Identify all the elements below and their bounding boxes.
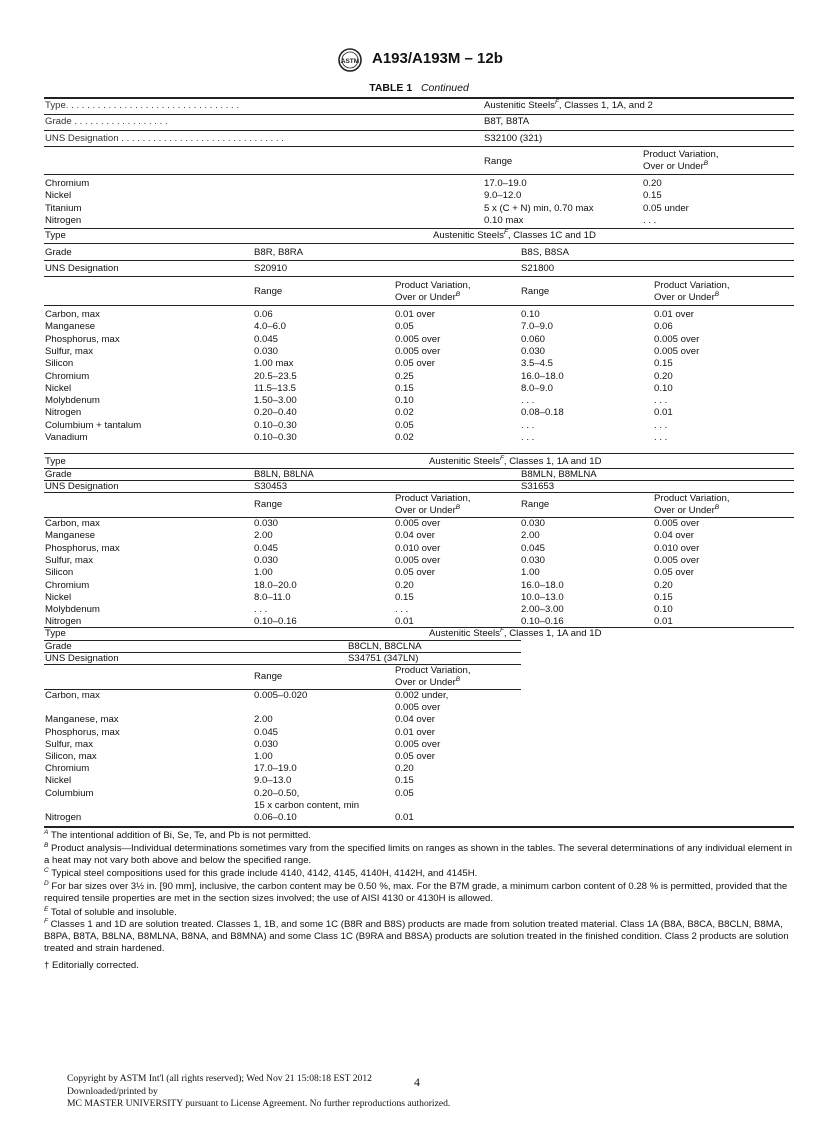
range-value: 0.10 max <box>484 214 524 226</box>
variation-value: 0.01 <box>395 616 414 628</box>
range-value: 0.030 <box>254 554 279 566</box>
range-value: 0.20–0.50, <box>254 787 300 799</box>
rule <box>44 228 794 229</box>
variation-value: 0.06 <box>654 321 673 333</box>
element-name: Phosphorus, max <box>45 726 120 738</box>
range-value: 0.10–0.30 <box>254 432 297 443</box>
table-continued: Continued <box>420 82 469 94</box>
footnote <box>44 960 794 972</box>
element-name: Carbon, max <box>45 518 100 529</box>
range-value: 1.00 <box>254 751 273 762</box>
variation-value: 0.20 <box>395 579 414 591</box>
variation-value: 0.25 <box>395 370 414 382</box>
rule <box>44 453 794 454</box>
variation-value: 0.02 <box>395 432 414 443</box>
uns-label: UNS Designation <box>45 481 119 492</box>
uns-a: S30453 <box>254 481 288 492</box>
variation-value: 0.005 over <box>395 554 441 566</box>
uns-value: S32100 (321) <box>484 133 543 144</box>
element-name: Manganese <box>45 321 96 333</box>
variation-value: 0.10 <box>654 382 673 394</box>
range-value: . . . <box>521 395 535 407</box>
element-name: Manganese, max <box>45 714 119 726</box>
range-value: 0.030 <box>521 345 546 357</box>
variation-value: . . . <box>654 419 668 431</box>
range-value: . . . <box>254 604 268 616</box>
pv-header: Product Variation, Over or Under$^B$ <box>395 665 471 688</box>
variation-value: 0.01 over <box>395 309 436 320</box>
element-name: Manganese <box>45 530 96 542</box>
variation-value: 0.005 over <box>395 702 441 714</box>
grade-value: B8CLN, B8CLNA <box>348 641 422 652</box>
element-name: Carbon, max <box>45 309 100 320</box>
variation-value: 0.005 over <box>654 333 700 345</box>
range-value: 9.0–12.0 <box>484 190 522 202</box>
grade-label: Grade <box>45 247 72 258</box>
element-name: Phosphorus, max <box>45 542 120 554</box>
range-value: 1.00 <box>521 567 540 579</box>
range-value: 0.060 <box>521 333 546 345</box>
range-value: 0.030 <box>521 554 546 566</box>
footnote <box>44 868 794 880</box>
element-name: Nickel <box>45 190 72 202</box>
variation-value: 0.15 <box>395 775 414 787</box>
range-value: 0.045 <box>521 542 546 554</box>
element-name: Nickel <box>45 775 72 787</box>
pv-header: Product Variation, Over or Under$^B$ <box>395 280 471 303</box>
element-name: Sulfur, max <box>45 738 93 750</box>
table-label: TABLE 1 <box>369 82 413 94</box>
element-name: Nitrogen <box>45 616 82 628</box>
range-value: 0.20–0.40 <box>254 407 297 419</box>
footnote <box>44 907 794 919</box>
range-value: 0.06 <box>254 309 273 320</box>
footnote-mark: C <box>44 867 49 874</box>
rule <box>44 480 794 481</box>
variation-value: . . . <box>654 432 668 443</box>
variation-value: 0.005 over <box>395 345 441 357</box>
range-value: 2.00–3.00 <box>521 604 564 616</box>
grade-a: B8LN, B8LNA <box>254 469 314 480</box>
variation-value: 0.002 under, <box>395 690 449 701</box>
rule <box>44 174 794 175</box>
element-name: Chromium <box>45 763 90 775</box>
footnote-text: The intentional addition of Bi, Se, Te, and Pb is not permitted. <box>48 830 311 841</box>
footnote-mark: † <box>44 960 50 971</box>
element-name: Nitrogen <box>45 407 82 419</box>
rule <box>44 627 794 628</box>
range-header: Range <box>484 156 513 167</box>
variation-value: 0.010 over <box>395 542 441 554</box>
range-value: 0.10–0.16 <box>254 616 297 628</box>
range-value: 0.045 <box>254 726 279 738</box>
variation-value: 0.005 over <box>654 345 700 357</box>
range-value: 16.0–18.0 <box>521 370 564 382</box>
variation-value: 0.20 <box>395 763 414 775</box>
element-name: Titanium <box>45 202 82 214</box>
range-header: Range <box>521 286 550 297</box>
grade-a: B8R, B8RA <box>254 247 304 258</box>
element-name: Molybdenum <box>45 604 100 616</box>
variation-value: 0.05 <box>395 419 414 431</box>
range-value: 2.00 <box>254 530 273 542</box>
element-name: Vanadium <box>45 432 88 443</box>
range-value: 8.0–9.0 <box>521 382 554 394</box>
variation-value: 0.02 <box>395 407 414 419</box>
variation-value: 0.010 over <box>654 542 700 554</box>
variation-value: 0.05 over <box>395 751 436 762</box>
range-value: 0.005–0.020 <box>254 690 308 701</box>
variation-value: 0.10 <box>654 604 673 616</box>
range-value: 17.0–19.0 <box>254 763 297 775</box>
variation-value: 0.005 over <box>395 518 441 529</box>
variation-value: 0.05 over <box>395 358 436 370</box>
variation-value: . . . <box>654 395 668 407</box>
footnote-text: Product analysis—Individual determinations sometimes vary from the specified limits on ranges as shown in the tables. The several determinations of any individual element in a heat may not vary both above and below the specified range. <box>44 843 793 867</box>
footnote-mark: D <box>44 880 49 887</box>
range-value: 0.10 <box>521 309 540 320</box>
range-value: 0.08–0.18 <box>521 407 564 419</box>
range-value: . . . <box>521 419 535 431</box>
variation-value: 0.15 <box>654 358 673 370</box>
range-value: 3.5–4.5 <box>521 358 554 370</box>
variation-value: 0.05 <box>395 787 414 799</box>
type-label: Type <box>45 456 66 467</box>
range-header: Range <box>254 671 283 682</box>
pv-header: Product Variation, Over or Under$^B$ <box>654 493 730 516</box>
range-value: 0.030 <box>254 738 279 750</box>
range-value: 18.0–20.0 <box>254 579 297 591</box>
type-label: Type <box>45 628 66 639</box>
variation-value: 0.005 over <box>654 554 700 566</box>
page-number: 4 <box>414 1075 420 1089</box>
type-value: Austenitic Steels$^F$, Classes 1, 1A, and 2 <box>484 99 653 111</box>
footnote-mark: F <box>44 918 48 925</box>
rule <box>44 468 794 469</box>
type-label: Type. . . . . . . . . . . . . . . . . . . . . . . . . . . . . . . . . <box>45 100 240 111</box>
uns-label: UNS Designation <box>45 263 119 274</box>
range-value: 15 x carbon content, min <box>254 799 360 811</box>
grade-b: B8S, B8SA <box>521 247 569 258</box>
variation-value: 0.01 <box>395 812 414 823</box>
range-value: 8.0–11.0 <box>254 591 291 603</box>
element-name: Nitrogen <box>45 214 82 226</box>
rule <box>44 640 521 641</box>
variation-value: 0.20 <box>643 178 662 189</box>
grade-b: B8MLN, B8MLNA <box>521 469 597 480</box>
variation-value: 0.05 under <box>643 202 689 214</box>
variation-value: 0.01 over <box>654 309 695 320</box>
footnote-text: Typical steel compositions used for this grade include 4140, 4142, 4145, 4140H, 4142H, and 4145H. <box>48 868 478 879</box>
element-name: Molybdenum <box>45 395 100 407</box>
grade-label: Grade <box>45 469 72 480</box>
grade-value: B8T, B8TA <box>484 116 530 127</box>
type-value: Austenitic Steels$^F$, Classes 1, 1A and 1D <box>429 455 602 467</box>
footnote <box>44 843 794 867</box>
download-line: Downloaded/printed by <box>67 1085 158 1097</box>
rule <box>44 305 794 306</box>
range-value: 0.10–0.30 <box>254 419 297 431</box>
footnote-mark: A <box>44 829 49 836</box>
element-name: Columbium <box>45 787 94 799</box>
astm-logo-icon <box>333 48 367 72</box>
document-header <box>0 48 838 74</box>
variation-value: 0.005 over <box>395 333 441 345</box>
variation-value: 0.15 <box>654 591 673 603</box>
type-value: Austenitic Steels$^F$, Classes 1, 1A and 1D <box>429 627 602 639</box>
table-caption <box>0 82 838 94</box>
variation-value: . . . <box>395 604 409 616</box>
pv-header: Product Variation, Over or Under$^B$ <box>654 280 730 303</box>
range-value: 0.030 <box>254 518 279 529</box>
range-header: Range <box>254 499 283 510</box>
variation-value: 0.10 <box>395 395 414 407</box>
range-value: 16.0–18.0 <box>521 579 564 591</box>
rule <box>44 97 794 99</box>
rule <box>44 146 794 147</box>
variation-value: 0.04 over <box>395 714 436 726</box>
variation-value: . . . <box>643 214 657 226</box>
range-value: 4.0–6.0 <box>254 321 287 333</box>
variation-value: 0.05 over <box>395 567 436 579</box>
variation-value: 0.04 over <box>395 530 436 542</box>
range-value: 5 x (C + N) min, 0.70 max <box>484 202 594 214</box>
range-value: 0.045 <box>254 333 279 345</box>
footnote <box>44 881 794 905</box>
rule <box>44 130 794 131</box>
footnote-text: Total of soluble and insoluble. <box>48 907 177 918</box>
uns-label: UNS Designation <box>45 653 119 664</box>
grade-label: Grade . . . . . . . . . . . . . . . . . . <box>45 116 168 127</box>
element-name: Chromium <box>45 178 90 189</box>
variation-value: 0.01 <box>654 616 673 628</box>
variation-value: 0.005 over <box>654 518 700 529</box>
range-value: 0.030 <box>521 518 546 529</box>
range-value: 0.045 <box>254 542 279 554</box>
element-name: Silicon, max <box>45 751 97 762</box>
rule <box>44 114 794 115</box>
element-name: Silicon <box>45 358 74 370</box>
element-name: Sulfur, max <box>45 554 93 566</box>
element-name: Phosphorus, max <box>45 333 120 345</box>
uns-label: UNS Designation . . . . . . . . . . . . . . . . . . . . . . . . . . . . . . . <box>45 133 284 144</box>
range-header: Range <box>521 499 550 510</box>
grade-label: Grade <box>45 641 72 652</box>
footnote-mark: E <box>44 906 49 913</box>
variation-value: 0.01 <box>654 407 673 419</box>
uns-a: S20910 <box>254 263 288 274</box>
range-value: 1.50–3.00 <box>254 395 297 407</box>
footnote-text: For bar sizes over 3½ in. [90 mm], inclusive, the carbon content may be 0.50 %, max. For the B7M grade, a minimum carbon content of 0.28 % is permitted, provided that the required tensile properties are met in the section sizes involved; the use of AISI 4130 or 4130H is allowed. <box>44 881 788 905</box>
range-value: 9.0–13.0 <box>254 775 292 787</box>
rule <box>44 260 794 261</box>
variation-value: 0.005 over <box>395 738 441 750</box>
variation-value: 0.20 <box>654 579 673 591</box>
element-name: Chromium <box>45 370 90 382</box>
range-value: 17.0–19.0 <box>484 178 527 189</box>
range-value: 0.06–0.10 <box>254 812 297 823</box>
rule <box>44 826 794 828</box>
footnote-text: Editorially corrected. <box>49 960 139 971</box>
rule <box>44 243 794 244</box>
range-value: . . . <box>521 432 535 443</box>
variation-value: 0.05 over <box>654 567 695 579</box>
type-label: Type <box>45 230 66 241</box>
range-value: 0.10–0.16 <box>521 616 564 628</box>
uns-b: S31653 <box>521 481 555 492</box>
variation-value: 0.01 over <box>395 726 436 738</box>
copyright-line: Copyright by ASTM Int'l (all rights reserved); Wed Nov 21 15:08:18 EST 2012 <box>67 1073 372 1084</box>
range-value: 10.0–13.0 <box>521 591 564 603</box>
range-value: 11.5–13.5 <box>254 382 296 394</box>
range-value: 0.030 <box>254 345 279 357</box>
element-name: Columbium + tantalum <box>45 419 142 431</box>
element-name: Nickel <box>45 591 72 603</box>
element-name: Nitrogen <box>45 812 82 823</box>
range-value: 1.00 <box>254 567 273 579</box>
element-name: Silicon <box>45 567 74 579</box>
type-value: Austenitic Steels$^F$, Classes 1C and 1D <box>433 229 596 241</box>
license-line: MC MASTER UNIVERSITY pursuant to License Agreement. No further reproductions authorized. <box>67 1098 451 1110</box>
variation-value: 0.15 <box>395 382 414 394</box>
pv-header: Product Variation, Over or Under$^B$ <box>643 149 719 172</box>
svg-text:ASTM: ASTM <box>340 58 360 65</box>
element-name: Nickel <box>45 382 72 394</box>
footnote <box>44 919 794 956</box>
range-value: 20.5–23.5 <box>254 370 297 382</box>
range-header: Range <box>254 286 283 297</box>
element-name: Chromium <box>45 579 90 591</box>
variation-value: 0.15 <box>643 190 662 202</box>
element-name: Carbon, max <box>45 690 100 701</box>
document-title: A193/A193M – 12b <box>372 50 503 67</box>
footnote-text: Classes 1 and 1D are solution treated. Classes 1, 1B, and some 1C (B8R and B8S) products are made from solution treated material. Class 1A (B8A, B8CA, B8CLN, B8MA, B8PA, B8TA, B8LNA, B8MLNA, B8NA, and B8MNA) and some Class 1C (B9RA and B8SA) products are solution treated in the finished condition. Class 2 products are solution treated and strain hardened. <box>44 919 789 955</box>
element-name: Sulfur, max <box>45 345 93 357</box>
variation-value: 0.05 <box>395 321 414 333</box>
pv-header: Product Variation, Over or Under$^B$ <box>395 493 471 516</box>
footnote-mark: B <box>44 842 49 849</box>
uns-value: S34751 (347LN) <box>348 653 419 664</box>
variation-value: 0.04 over <box>654 530 695 542</box>
rule <box>44 276 794 277</box>
range-value: 1.00 max <box>254 358 294 370</box>
copyright-notice <box>67 1073 450 1111</box>
variation-value: 0.15 <box>395 591 414 603</box>
variation-value: 0.20 <box>654 370 673 382</box>
uns-b: S21800 <box>521 263 555 274</box>
range-value: 2.00 <box>521 530 540 542</box>
range-value: 7.0–9.0 <box>521 321 554 333</box>
footnote <box>44 830 794 842</box>
range-value: 2.00 <box>254 714 273 726</box>
